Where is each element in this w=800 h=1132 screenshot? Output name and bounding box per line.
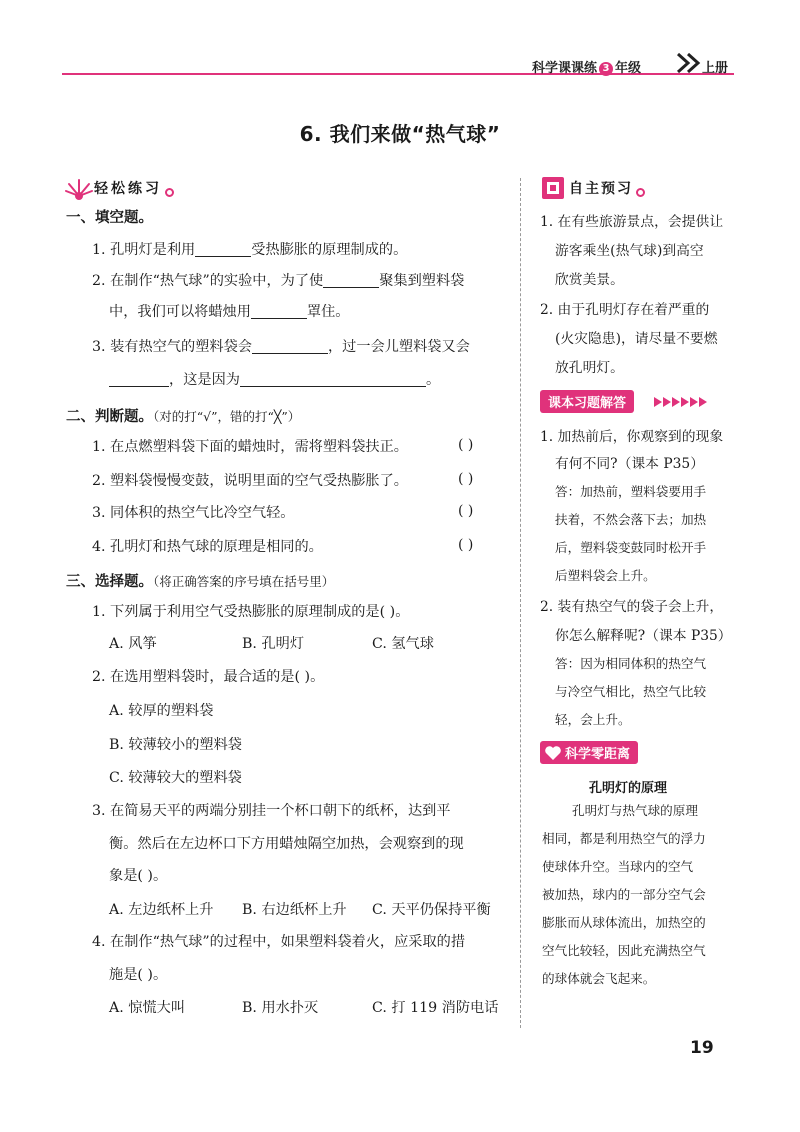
q-text: 在制作“热气球”的实验中，为了使 — [110, 273, 324, 289]
answer-blank[interactable] — [252, 337, 328, 354]
q-num: 2. — [92, 273, 106, 289]
answer-q1-line2: 有何不同?（课本 P35） — [555, 456, 704, 472]
science-title: 孔明灯的原理 — [588, 781, 667, 796]
judge-heading-label: 二、判断题。 — [66, 409, 153, 425]
answer-paren[interactable]: ( ) — [458, 537, 474, 553]
choice-q3-line1: 3. 在简易天平的两端分别挂一个杯口朝下的纸杯，达到平 — [92, 803, 451, 819]
judge-item-4: 4. 孔明灯和热气球的原理是相同的。 — [92, 539, 323, 555]
q-text: 受热膨胀的原理制成的。 — [251, 242, 408, 258]
science-tag-label: 科学零距离 — [565, 747, 631, 762]
choice-q4-option-c[interactable]: C. 打 119 消防电话 — [372, 1000, 499, 1016]
badge-dot-icon — [165, 188, 174, 197]
preview-badge-label: 自主预习 — [569, 181, 633, 197]
choice-q2-option-c[interactable]: C. 较薄较大的塑料袋 — [109, 770, 242, 786]
q-num: 3. — [92, 339, 106, 355]
preview-2-line3: 放孔明灯。 — [555, 360, 624, 376]
q-text: 。 — [425, 372, 441, 388]
choice-q4-option-a[interactable]: A. 惊慌大叫 — [109, 1000, 186, 1016]
preview-1-line3: 欣赏美景。 — [555, 272, 624, 288]
answer-a1-line2: 扶着，不然会落下去；加热 — [555, 512, 707, 527]
preview-1-line2: 游客乘坐(热气球)到高空 — [555, 243, 704, 259]
q-text: 聚集到塑料袋 — [379, 273, 465, 289]
page-number: 19 — [690, 1038, 714, 1058]
choice-q1-option-a[interactable]: A. 风筝 — [109, 636, 157, 652]
science-line-6: 空气比较轻，因此充满热空气 — [542, 943, 706, 958]
fill-q2-line2 — [109, 302, 349, 322]
judge-item-2: 2. 塑料袋慢慢变鼓，说明里面的空气受热膨胀了。 — [92, 473, 408, 489]
badge-dot-icon — [636, 188, 645, 197]
header-book-name: 科学课课练 — [532, 61, 598, 76]
square-frame-icon — [541, 176, 565, 200]
preview-2-line2: (火灾隐患)，请尽量不要燃 — [555, 331, 718, 347]
triangle-arrows-icon — [654, 397, 707, 407]
practice-badge-label: 轻松练习 — [94, 181, 162, 197]
double-chevron-icon — [676, 48, 702, 78]
answer-q1-line1: 1. 加热前后，你观察到的现象 — [540, 429, 724, 445]
grade-suffix: 年级 — [615, 61, 642, 76]
choice-q3-option-b[interactable]: B. 右边纸杯上升 — [242, 902, 347, 918]
q-text: 中，我们可以将蜡烛用 — [109, 304, 251, 320]
answer-blank[interactable] — [240, 370, 426, 387]
fill-q1 — [92, 240, 407, 260]
choice-heading-label: 三、选择题。 — [66, 574, 153, 590]
choice-q3-line3: 象是( )。 — [109, 868, 168, 884]
judge-note: （对的打“√”，错的打“╳”） — [153, 409, 301, 424]
grade-number-badge: 3 — [599, 62, 613, 76]
q-text: 装有热空气的塑料袋会 — [110, 339, 252, 355]
answer-a1-line4: 后塑料袋会上升。 — [555, 568, 656, 583]
choice-note: （将正确答案的序号填在括号里） — [153, 574, 335, 589]
answer-a1-line3: 后，塑料袋变鼓同时松开手 — [555, 540, 707, 555]
fill-q3-line1 — [92, 337, 470, 357]
q-text: ，过一会儿塑料袋又会 — [327, 339, 470, 355]
science-tag — [540, 741, 638, 764]
answer-blank[interactable] — [251, 302, 307, 319]
choice-q1-option-b[interactable]: B. 孔明灯 — [242, 636, 305, 652]
judge-item-1: 1. 在点燃塑料袋下面的蜡烛时，需将塑料袋扶正。 — [92, 439, 408, 455]
preview-2-line1: 2. 由于孔明灯存在着严重的 — [540, 302, 710, 318]
q-text: 孔明灯是利用 — [110, 242, 196, 258]
header-book-title — [532, 57, 641, 76]
answers-tag: 课本习题解答 — [540, 390, 634, 413]
heart-icon — [544, 745, 562, 761]
answer-a2-line2: 与冷空气相比，热空气比较 — [555, 684, 707, 699]
sunburst-icon — [64, 176, 94, 200]
choice-q4-line2: 施是( )。 — [109, 967, 168, 983]
answer-a2-line3: 轻，会上升。 — [555, 712, 631, 727]
choice-q3-line2: 衡。然后在左边杯口下方用蜡烛隔空加热，会观察到的现 — [109, 836, 464, 852]
answer-q2-line1: 2. 装有热空气的袋子会上升， — [540, 599, 724, 615]
q-text: ，这是因为 — [169, 372, 240, 388]
page-title: 6. 我们来做“热气球” — [299, 122, 501, 146]
fill-heading: 一、填空题。 — [66, 210, 153, 226]
header-volume: 上册 — [702, 61, 729, 76]
fill-q3-line2 — [109, 370, 440, 390]
choice-q1-stem: 1. 下列属于利用空气受热膨胀的原理制成的是( )。 — [92, 604, 410, 620]
choice-q2-stem: 2. 在选用塑料袋时，最合适的是( )。 — [92, 669, 325, 685]
answer-a2-line1: 答：因为相同体积的热空气 — [555, 656, 707, 671]
judge-item-3: 3. 同体积的热空气比冷空气轻。 — [92, 505, 295, 521]
preview-badge — [541, 176, 645, 200]
choice-q2-option-a[interactable]: A. 较厚的塑料袋 — [109, 703, 214, 719]
q-num: 1. — [92, 242, 106, 258]
choice-q3-option-c[interactable]: C. 天平仍保持平衡 — [372, 902, 491, 918]
choice-q4-option-b[interactable]: B. 用水扑灭 — [242, 1000, 319, 1016]
fill-q2-line1 — [92, 271, 464, 291]
practice-badge — [64, 176, 174, 200]
choice-heading — [66, 570, 334, 591]
choice-q1-option-c[interactable]: C. 氢气球 — [372, 636, 434, 652]
answer-q2-line2: 你怎么解释呢?（课本 P35） — [555, 628, 732, 644]
preview-1-line1: 1. 在有些旅游景点，会提供让 — [540, 214, 724, 230]
answer-blank[interactable] — [195, 240, 251, 257]
answer-paren[interactable]: ( ) — [458, 471, 474, 487]
science-line-4: 被加热，球内的一部分空气会 — [542, 887, 706, 902]
science-line-1: 孔明灯与热气球的原理 — [572, 803, 698, 818]
q-text: 罩住。 — [306, 304, 350, 320]
science-line-2: 相同，都是利用热空气的浮力 — [542, 831, 706, 846]
science-line-3: 使球体升空。当球内的空气 — [542, 859, 694, 874]
science-line-5: 膨胀而从球体流出，加热空的 — [542, 915, 706, 930]
choice-q2-option-b[interactable]: B. 较薄较小的塑料袋 — [109, 737, 242, 753]
answer-paren[interactable]: ( ) — [458, 437, 474, 453]
answer-paren[interactable]: ( ) — [458, 503, 474, 519]
answer-a1-line1: 答：加热前，塑料袋要用手 — [555, 484, 707, 499]
choice-q3-option-a[interactable]: A. 左边纸杯上升 — [109, 902, 214, 918]
column-divider — [520, 178, 521, 1028]
answer-blank[interactable] — [323, 271, 379, 288]
judge-heading — [66, 405, 300, 426]
science-line-7: 的球体就会飞起来。 — [542, 971, 656, 986]
choice-q4-line1: 4. 在制作“热气球”的过程中，如果塑料袋着火，应采取的措 — [92, 934, 466, 950]
answer-blank[interactable] — [109, 370, 169, 387]
